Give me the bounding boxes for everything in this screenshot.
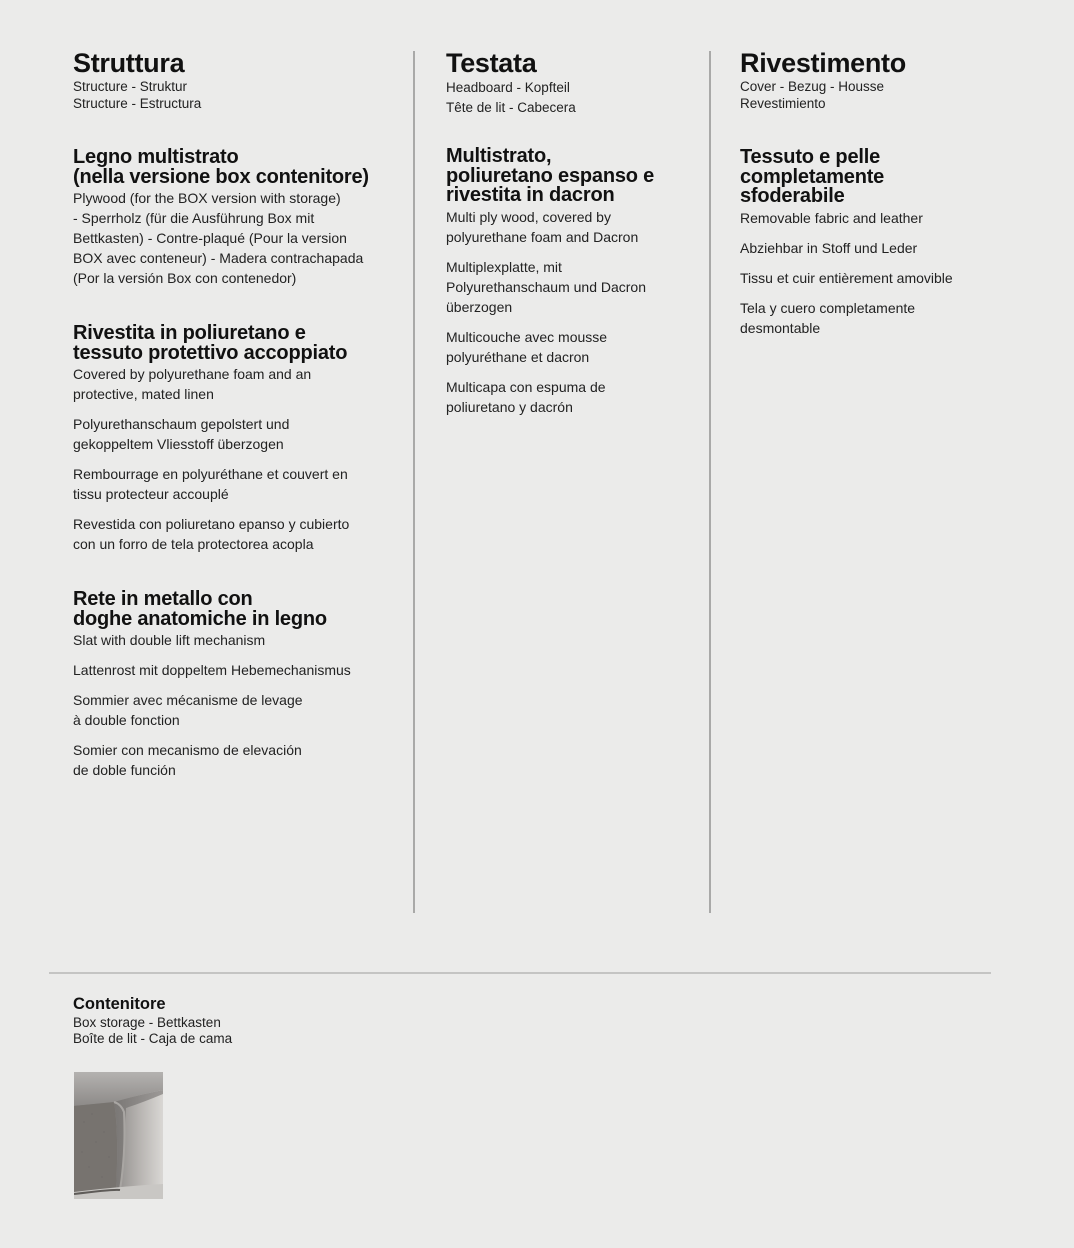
column-subtitle: Tête de lit - Cabecera <box>446 100 576 115</box>
contenitore-section <box>73 993 232 1047</box>
spec-section <box>740 148 990 338</box>
section-paragraph: Multi ply wood, covered by polyurethane foam and Dacron <box>446 208 639 245</box>
section-paragraph: Multicouche avec mousse polyuréthane et dacron <box>446 328 608 365</box>
section-paragraph: Lattenrost mit doppeltem Hebemechanismus <box>73 662 351 678</box>
section-title: Contenitore <box>73 995 166 1013</box>
section-paragraph: Somier con mecanismo de elevación de doble función <box>73 742 302 778</box>
section-paragraph: Abziehbar in Stoff und Leder <box>740 239 918 256</box>
spec-section <box>73 590 398 780</box>
section-paragraph: Plywood (for the BOX version with storage) - Sperrholz (für die Ausführung Box mit Bettkasten) - Contre-plaqué (Pour la version BOX avec conteneur) - Madera contrachapada (Por la versión Box con contenedor) <box>73 190 364 286</box>
section-heading: Tessuto e pelle completamente sfoderabile <box>740 146 885 207</box>
section-paragraph: Rembourrage en polyuréthane et couvert en tissu protecteur accouplé <box>73 466 348 502</box>
column-subtitle: Revestimiento <box>740 96 826 111</box>
section-paragraph: Sommier avec mécanisme de levage à double fonction <box>73 692 303 728</box>
section-paragraph: Tela y cuero completamente desmontable <box>740 299 916 336</box>
column-title: Rivestimento <box>740 48 906 78</box>
section-paragraph: Tissu et cuir entièrement amovible <box>740 269 953 286</box>
section-heading: Multistrato, poliuretano espanso e rivestita in dacron <box>446 145 655 206</box>
horizontal-divider <box>49 972 991 974</box>
column-divider <box>709 51 711 913</box>
column-title: Testata <box>446 48 537 78</box>
spec-section <box>446 147 696 417</box>
column-subtitle: Headboard - Kopfteil <box>446 80 570 95</box>
bed-box-corner-image <box>74 1072 163 1199</box>
section-paragraph: Multiplexplatte, mit Polyurethanschaum und Dacron überzogen <box>446 258 647 315</box>
spec-section <box>73 324 398 554</box>
column-subtitle: Structure - Estructura <box>73 96 202 111</box>
section-paragraph: Revestida con poliuretano epanso y cubierto con un forro de tela protectorea acopla <box>73 516 350 552</box>
column-subtitle: Structure - Struktur <box>73 79 188 94</box>
section-paragraph: Polyurethanschaum gepolstert und gekoppeltem Vliesstoff überzogen <box>73 416 290 452</box>
column-struttura <box>73 48 398 780</box>
section-subtitle: Boîte de lit - Caja de cama <box>73 1031 233 1046</box>
section-paragraph: Slat with double lift mechanism <box>73 632 266 648</box>
column-testata <box>446 48 696 417</box>
section-paragraph: Covered by polyurethane foam and an protective, mated linen <box>73 366 312 402</box>
spec-section <box>73 148 398 288</box>
section-heading: Rete in metallo con doghe anatomiche in legno <box>73 588 327 630</box>
section-heading: Rivestita in poliuretano e tessuto protettivo accoppiato <box>73 322 348 364</box>
section-paragraph: Multicapa con espuma de poliuretano y dacrón <box>446 378 606 415</box>
section-paragraph: Removable fabric and leather <box>740 209 923 226</box>
column-title: Struttura <box>73 48 185 78</box>
column-rivestimento <box>740 48 990 338</box>
column-subtitle: Cover - Bezug - Housse <box>740 79 885 94</box>
section-subtitle: Box storage - Bettkasten <box>73 1015 221 1030</box>
section-heading: Legno multistrato (nella versione box contenitore) <box>73 146 369 188</box>
column-divider <box>413 51 415 913</box>
